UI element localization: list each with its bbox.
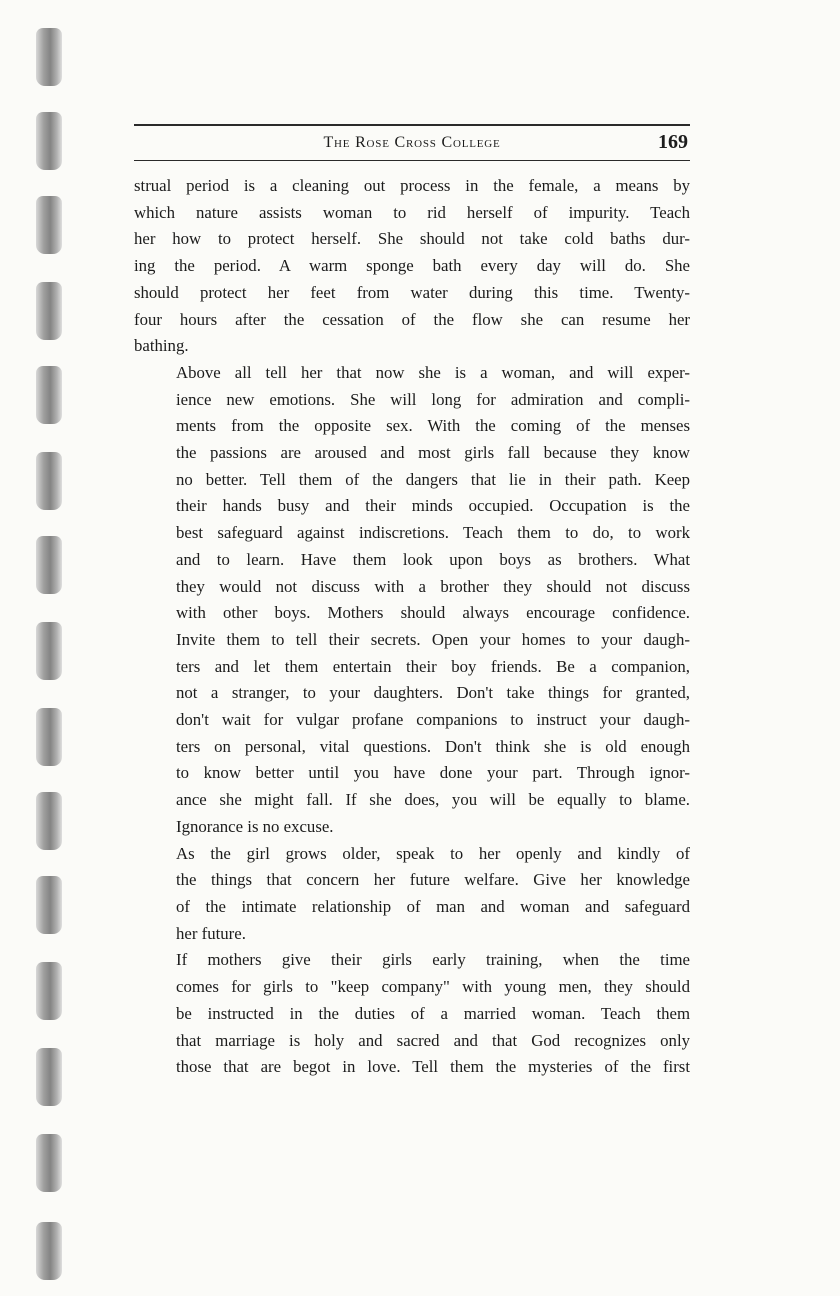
paragraph bbox=[134, 841, 690, 948]
text-line: her how to protect herself. She should not take cold baths dur- bbox=[134, 229, 690, 249]
text-line: which nature assists woman to rid herself of impurity. Teach bbox=[134, 202, 690, 222]
book-page bbox=[134, 124, 690, 1081]
text-line: the things that concern her future welfare. Give her knowledge bbox=[176, 870, 690, 890]
text-line: no better. Tell them of the dangers that lie in their path. Keep bbox=[176, 469, 690, 489]
text-line: ing the period. A warm sponge bath every day will do. She bbox=[134, 256, 690, 276]
text-line: Ignorance is no excuse. bbox=[176, 816, 334, 836]
binding-hole bbox=[36, 1222, 62, 1280]
page-header bbox=[134, 130, 690, 160]
binding-holes bbox=[0, 0, 70, 1296]
text-line: and to learn. Have them look upon boys as brothers. What bbox=[176, 549, 690, 569]
text-line: that marriage is holy and sacred and that God recognizes only bbox=[176, 1030, 690, 1050]
text-line: comes for girls to "keep company" with young men, they should bbox=[176, 977, 690, 997]
binding-hole bbox=[36, 536, 62, 594]
text-line: If mothers give their girls early training, when the time bbox=[176, 950, 690, 970]
text-line: strual period is a cleaning out process in the female, a means by bbox=[134, 176, 690, 195]
text-line: to know better until you have done your part. Through ignor- bbox=[176, 763, 690, 783]
text-line: best safeguard against indiscretions. Teach them to do, to work bbox=[176, 523, 690, 543]
running-title: The Rose Cross College bbox=[323, 134, 501, 151]
text-line: they would not discuss with a brother they should not discuss bbox=[176, 576, 690, 596]
binding-hole bbox=[36, 196, 62, 254]
paragraph bbox=[134, 360, 690, 841]
binding-hole bbox=[36, 28, 62, 86]
binding-hole bbox=[36, 622, 62, 680]
text-line: should protect her feet from water during this time. Twenty- bbox=[134, 282, 690, 302]
header-rule-bottom bbox=[134, 160, 690, 161]
text-line: bathing. bbox=[134, 336, 189, 356]
binding-hole bbox=[36, 792, 62, 850]
text-line: ters and let them entertain their boy friends. Be a companion, bbox=[176, 656, 690, 676]
text-line: be instructed in the duties of a married woman. Teach them bbox=[176, 1003, 690, 1023]
page-number: 169 bbox=[658, 131, 688, 153]
text-line: Above all tell her that now she is a woman, and will exper- bbox=[176, 362, 690, 382]
text-line: not a stranger, to your daughters. Don't take things for granted, bbox=[176, 683, 690, 703]
text-line: four hours after the cessation of the flow she can resume her bbox=[134, 309, 690, 329]
text-line: don't wait for vulgar profane companions to instruct your daugh- bbox=[176, 710, 690, 730]
text-line: ience new emotions. She will long for admiration and compli- bbox=[176, 389, 690, 409]
text-line: Invite them to tell their secrets. Open your homes to your daugh- bbox=[176, 629, 690, 649]
text-line: her future. bbox=[176, 923, 246, 943]
body-text bbox=[134, 173, 690, 1081]
binding-hole bbox=[36, 876, 62, 934]
text-line: of the intimate relationship of man and woman and safeguard bbox=[176, 896, 690, 916]
binding-hole bbox=[36, 1048, 62, 1106]
text-line: ters on personal, vital questions. Don't think she is old enough bbox=[176, 736, 690, 756]
text-line: their hands busy and their minds occupied. Occupation is the bbox=[176, 496, 690, 516]
binding-hole bbox=[36, 1134, 62, 1192]
binding-hole bbox=[36, 112, 62, 170]
text-line: ance she might fall. If she does, you will be equally to blame. bbox=[176, 790, 690, 810]
binding-hole bbox=[36, 366, 62, 424]
paragraph bbox=[134, 173, 690, 360]
text-line: with other boys. Mothers should always encourage confidence. bbox=[176, 603, 690, 623]
paragraph bbox=[134, 947, 690, 1081]
text-line: the passions are aroused and most girls fall because they know bbox=[176, 443, 690, 463]
binding-hole bbox=[36, 282, 62, 340]
text-line: those that are begot in love. Tell them the mysteries of the first bbox=[176, 1057, 690, 1077]
binding-hole bbox=[36, 452, 62, 510]
binding-hole bbox=[36, 962, 62, 1020]
header-rule-top bbox=[134, 124, 690, 126]
binding-hole bbox=[36, 708, 62, 766]
text-line: As the girl grows older, speak to her openly and kindly of bbox=[176, 843, 690, 863]
text-line: ments from the opposite sex. With the coming of the menses bbox=[176, 416, 690, 436]
